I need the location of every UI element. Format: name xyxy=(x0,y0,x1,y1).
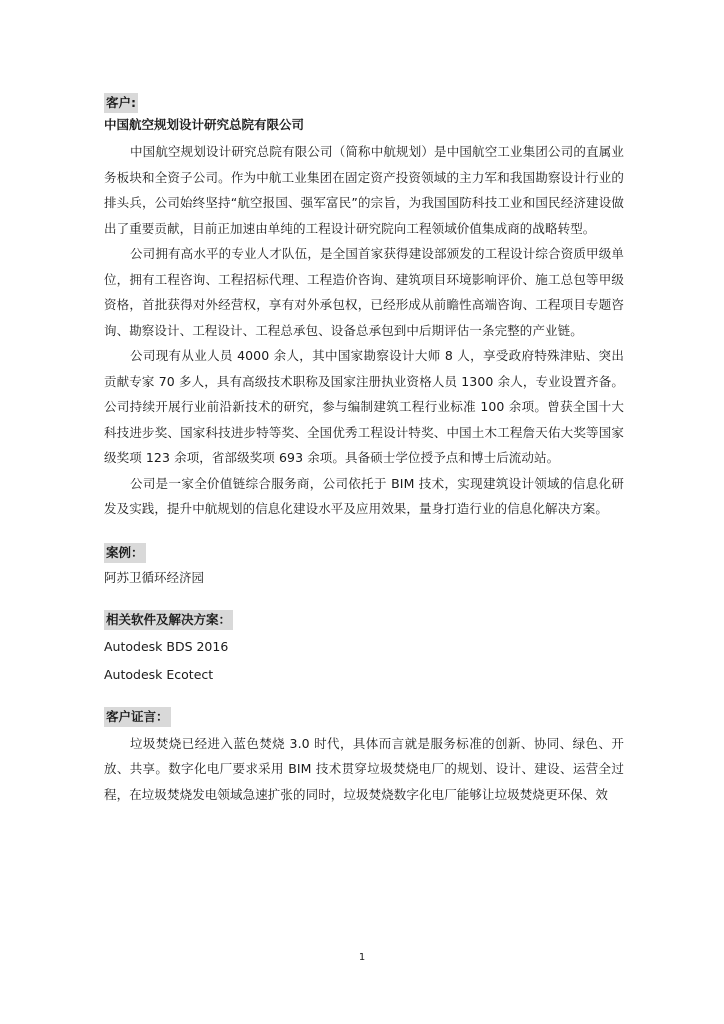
case-name: 阿苏卫循环经济园 xyxy=(104,569,205,585)
testimonial-heading: 客户证言： xyxy=(104,707,171,727)
software-item: Autodesk BDS 2016 xyxy=(104,638,229,654)
bim-paragraph: 公司是一家全价值链综合服务商，公司依托于 BIM 技术，实现建筑设计领域的信息化研发及实践，提升中航规划的信息化建设水平及应用效果，量身打造行业的信息化解决方案。 xyxy=(104,475,624,516)
page-content xyxy=(104,92,624,807)
intro-paragraph: 中国航空规划设计研究总院有限公司（简称中航规划）是中国航空工业集团公司的直属业务板块和全资子公司。作为中航工业集团在固定资产投资领域的主力军和我国勘察设计行业的排头兵，公司始终坚持“航空报国、强军富民”的宗旨，为我国国防科技工业和国民经济建设做出了重要贡献，目前正加速由单纯的工程设计研究院向工程领域价值集成商的战略转型。 xyxy=(104,144,624,236)
software-item: Autodesk Ecotect xyxy=(104,666,214,682)
staff-awards-paragraph: 公司现有从业人员 4000 余人，其中国家勘察设计大师 8 人，享受政府特殊津贴、突出贡献专家 70 多人，具有高级技术职称及国家注册执业资格人员 1300 余人，专业设置齐备。公司持续开展行业前沿新技术的研究，参与编制建筑工程行业标准 100 余项。曾获全国十大科技进步奖、国家科技进步特等奖、全国优秀工程设计特奖、中国土木工程詹天佑大奖等国家级奖项 123 余项，省部级奖项 693 余项。具备硕士学位授予点和博士后流动站。 xyxy=(104,348,624,465)
client-heading: 客户: xyxy=(104,93,138,113)
qualification-paragraph: 公司拥有高水平的专业人才队伍，是全国首家获得建设部颁发的工程设计综合资质甲级单位，拥有工程咨询、工程招标代理、工程造价咨询、建筑项目环境影响评价、施工总包等甲级资格，首批获得对外经营权，享有对外承包权，已经形成从前瞻性高端咨询、工程项目专题咨询、勘察设计、工程设计、工程总承包、设备总承包到中后期评估一条完整的产业链。 xyxy=(104,246,624,338)
software-heading: 相关软件及解决方案： xyxy=(104,610,233,630)
testimonial-paragraph: 垃圾焚烧已经进入蓝色焚烧 3.0 时代，具体而言就是服务标准的创新、协同、绿色、开放、共享。数字化电厂要求采用 BIM 技术贯穿垃圾焚烧电厂的规划、设计、建设、运营全过程，在垃圾焚烧发电领域急速扩张的同时，垃圾焚烧数字化电厂能够让垃圾焚烧更环保、效 xyxy=(104,735,624,802)
case-heading: 案例： xyxy=(104,543,146,563)
page-number: 1 xyxy=(358,952,366,963)
company-name: 中国航空规划设计研究总院有限公司 xyxy=(104,117,305,132)
